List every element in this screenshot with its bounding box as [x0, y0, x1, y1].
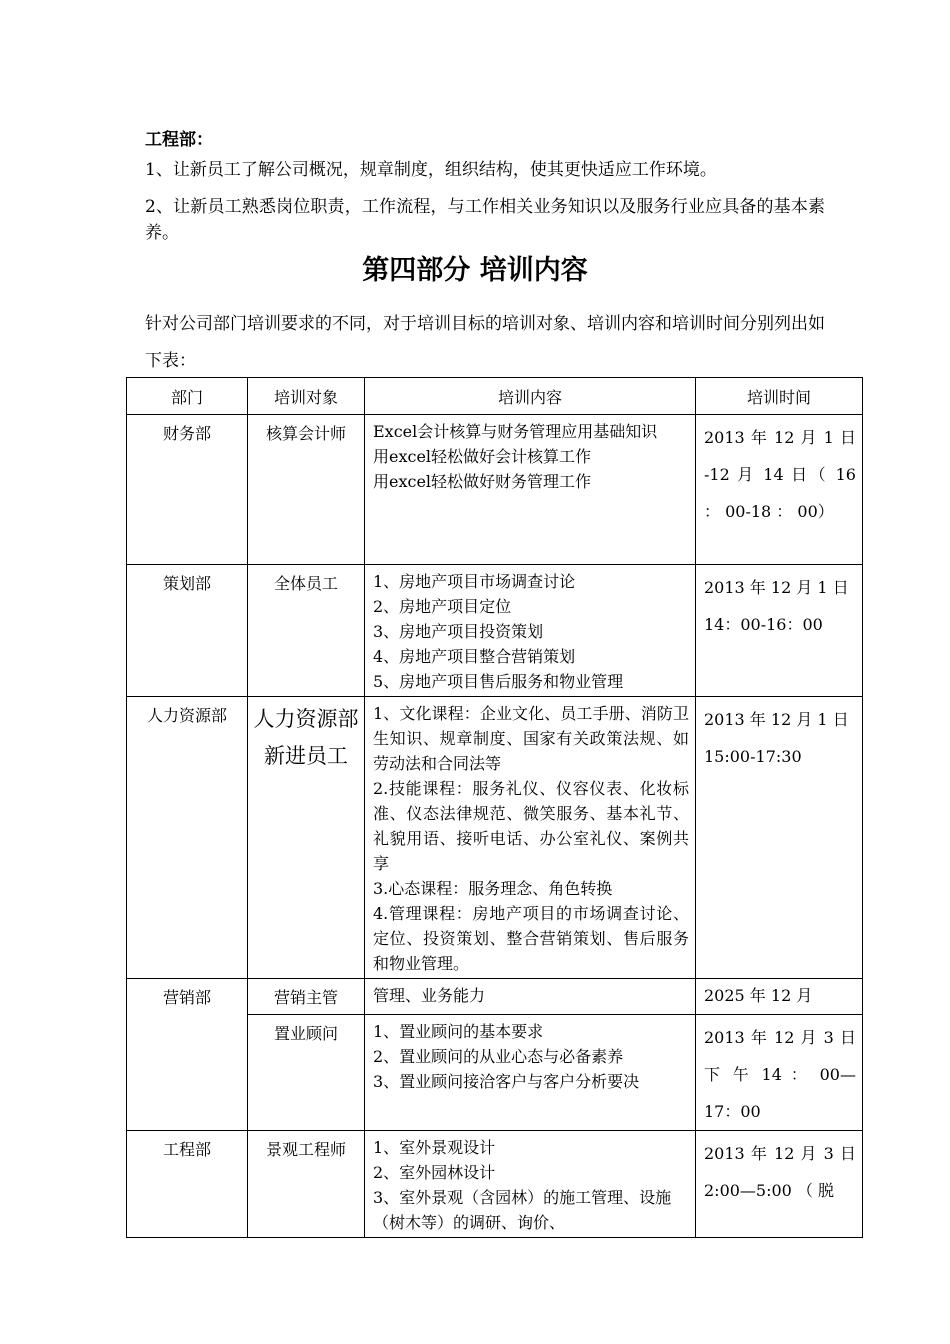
- content-line: 2、室外园林设计: [373, 1163, 496, 1182]
- dept-cell: 策划部: [127, 565, 248, 697]
- content-line: 用excel轻松做好财务管理工作: [373, 472, 592, 491]
- content-line: 3、房地产项目投资策划: [373, 622, 544, 641]
- time-cell: 2013 年 12 月 1 日 -12 月 14 日（ 16 ： 00-18 ： 00）: [696, 415, 863, 565]
- target-cell: 景观工程师: [248, 1131, 365, 1238]
- content-line: 1、置业顾问的基本要求: [373, 1022, 544, 1041]
- target-cell: 全体员工: [248, 565, 365, 697]
- header-target: 培训对象: [248, 378, 365, 415]
- header-dept: 部门: [127, 378, 248, 415]
- time-cell: 2013 年 12 月 3 日 2:00—5:00 （ 脱: [696, 1131, 863, 1238]
- content-cell: [365, 697, 696, 979]
- table-row: [127, 979, 863, 1015]
- content-line: 3、置业顾问接洽客户与客户分析要决: [373, 1072, 640, 1091]
- section-heading: 工程部：: [145, 130, 213, 150]
- target-cell: 核算会计师: [248, 415, 365, 565]
- content-line: 4、房地产项目整合营销策划: [373, 647, 576, 666]
- dept-cell: 人力资源部: [127, 697, 248, 979]
- content-line: Excel会计核算与财务管理应用基础知识: [373, 422, 658, 441]
- content-line: 2、置业顾问的从业心态与必备素养: [373, 1047, 624, 1066]
- time-cell: 2013 年 12 月 3 日下 午 14 ： 00—17：00: [696, 1015, 863, 1131]
- table-row: [127, 415, 863, 565]
- table-row: [127, 565, 863, 697]
- content-line: 3.心态课程：服务理念、角色转换: [373, 879, 613, 898]
- content-cell: [365, 565, 696, 697]
- content-line: 2.技能课程：服务礼仪、仪容仪表、化妆标准、仪态法律规范、微笑服务、基本礼节、礼貌用语、接听电话、办公室礼仪、案例共享: [373, 779, 689, 873]
- section-title: 第四部分 培训内容: [362, 255, 588, 286]
- content-line: 1、文化课程：企业文化、员工手册、消防卫生知识、规章制度、国家有关政策法规、如劳动法和合同法等: [373, 704, 689, 773]
- table-row: [127, 1131, 863, 1238]
- target-cell: 营销主管: [248, 979, 365, 1015]
- target-cell: 置业顾问: [248, 1015, 365, 1131]
- content-cell: [365, 1015, 696, 1131]
- dept-cell: 财务部: [127, 415, 248, 565]
- intro-text: 针对公司部门培训要求的不同，对于培训目标的培训对象、培训内容和培训时间分别列出如下表：: [145, 314, 825, 371]
- goal-item-2: 2、让新员工熟悉岗位职责，工作流程，与工作相关业务知识以及服务行业应具备的基本素养。: [145, 197, 825, 243]
- target-cell: 人力资源部新进员工: [248, 697, 365, 979]
- table-header-row: [127, 378, 863, 415]
- content-line: 3、室外景观（含园林）的施工管理、设施（树木等）的调研、询价、: [373, 1188, 672, 1232]
- header-content: 培训内容: [365, 378, 696, 415]
- content-line: 1、室外景观设计: [373, 1138, 496, 1157]
- content-line: 用excel轻松做好会计核算工作: [373, 447, 592, 466]
- content-line: 管理、业务能力: [373, 986, 486, 1005]
- goal-item-1: 1、让新员工了解公司概况，规章制度，组织结构，使其更快适应工作环境。: [145, 160, 717, 180]
- header-time: 培训时间: [696, 378, 863, 415]
- content-line: 1、房地产项目市场调查讨论: [373, 572, 576, 591]
- content-cell: [365, 415, 696, 565]
- training-table: [126, 377, 863, 1238]
- content-line: 2、房地产项目定位: [373, 597, 512, 616]
- time-cell: 2025 年 12 月: [696, 979, 863, 1015]
- time-cell: 2013 年 12 月 1 日 14：00-16：00: [696, 565, 863, 697]
- content-line: 5、房地产项目售后服务和物业管理: [373, 672, 624, 691]
- table-row: [127, 697, 863, 979]
- time-cell: 2013 年 12 月 1 日 15:00-17:30: [696, 697, 863, 979]
- content-cell: [365, 979, 696, 1015]
- dept-cell: 营销部: [127, 979, 248, 1131]
- content-line: 4.管理课程：房地产项目的市场调查讨论、定位、投资策划、整合营销策划、售后服务和物业管理。: [373, 904, 689, 973]
- content-cell: [365, 1131, 696, 1238]
- dept-cell: 工程部: [127, 1131, 248, 1238]
